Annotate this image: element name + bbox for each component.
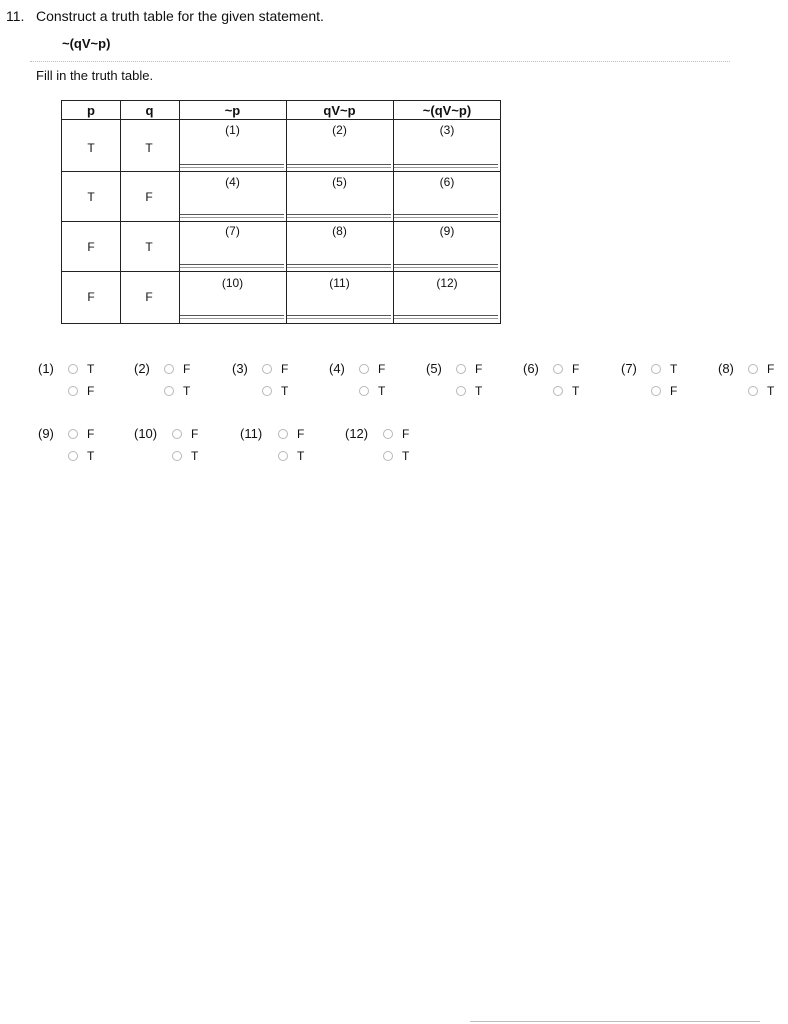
- question-number: 11.: [6, 8, 25, 24]
- header-p: p: [87, 103, 95, 118]
- answer-line: [394, 318, 498, 319]
- radio-button-icon[interactable]: [172, 451, 182, 461]
- choice-7-option-f[interactable]: F: [651, 384, 677, 398]
- radio-button-icon[interactable]: [68, 386, 78, 396]
- choice-label: (4): [329, 361, 345, 376]
- answer-line: [287, 164, 391, 165]
- choice-2-option-t[interactable]: T: [164, 384, 190, 398]
- row-divider: [62, 171, 500, 172]
- choice-6-option-t[interactable]: T: [553, 384, 579, 398]
- blank-label: (10): [221, 276, 244, 290]
- choice-7-option-t[interactable]: T: [651, 362, 677, 376]
- answer-line: [394, 164, 498, 165]
- radio-button-icon[interactable]: [68, 364, 78, 374]
- choice-label: (10): [134, 426, 158, 441]
- choice-4-option-f[interactable]: F: [359, 362, 385, 376]
- radio-button-icon[interactable]: [651, 386, 661, 396]
- instruction: Fill in the truth table.: [36, 68, 154, 83]
- choice-12-option-f[interactable]: F: [383, 427, 409, 441]
- cell-q: F: [145, 290, 153, 304]
- answer-line: [287, 315, 391, 316]
- answer-line: [394, 217, 498, 218]
- answer-line: [180, 264, 284, 265]
- blank-label: (2): [332, 123, 347, 137]
- answer-line: [394, 214, 498, 215]
- cell-p: F: [87, 290, 95, 304]
- header-not-p: ~p: [224, 103, 241, 118]
- radio-button-icon[interactable]: [553, 386, 563, 396]
- blank-label: (12): [436, 276, 458, 290]
- radio-button-icon[interactable]: [262, 386, 272, 396]
- choice-11-option-f[interactable]: F: [278, 427, 304, 441]
- answer-line: [180, 217, 284, 218]
- choice-label: (7): [621, 361, 637, 376]
- truth-table: [61, 100, 501, 324]
- choice-label: (5): [426, 361, 442, 376]
- answer-line: [394, 264, 498, 265]
- question-prompt: Construct a truth table for the given statement.: [36, 8, 324, 24]
- radio-button-icon[interactable]: [164, 364, 174, 374]
- radio-button-icon[interactable]: [278, 451, 288, 461]
- choice-1-option-f[interactable]: F: [68, 384, 94, 398]
- choice-5-option-t[interactable]: T: [456, 384, 482, 398]
- radio-button-icon[interactable]: [383, 429, 393, 439]
- choice-3-option-f[interactable]: F: [262, 362, 288, 376]
- radio-button-icon[interactable]: [456, 386, 466, 396]
- blank-label: (8): [332, 224, 347, 238]
- choice-5-option-f[interactable]: F: [456, 362, 482, 376]
- header-not-q-or-not-p: ~(qV~p): [422, 103, 472, 118]
- separator: [30, 61, 730, 62]
- choice-label: (1): [38, 361, 54, 376]
- choice-label: (9): [38, 426, 54, 441]
- blank-label: (9): [439, 224, 455, 238]
- choice-label: (8): [718, 361, 734, 376]
- answer-line: [287, 318, 391, 319]
- answer-line: [287, 264, 391, 265]
- answer-line: [287, 267, 391, 268]
- cell-q: F: [145, 190, 153, 204]
- answer-line: [394, 167, 498, 168]
- radio-button-icon[interactable]: [278, 429, 288, 439]
- choice-11-option-t[interactable]: T: [278, 449, 304, 463]
- radio-button-icon[interactable]: [172, 429, 182, 439]
- choice-12-option-t[interactable]: T: [383, 449, 409, 463]
- choice-6-option-f[interactable]: F: [553, 362, 579, 376]
- header-divider: [62, 119, 500, 120]
- radio-button-icon[interactable]: [359, 386, 369, 396]
- answer-line: [180, 214, 284, 215]
- answer-line: [287, 217, 391, 218]
- cell-p: T: [87, 190, 95, 204]
- choice-label: (6): [523, 361, 539, 376]
- radio-button-icon[interactable]: [383, 451, 393, 461]
- row-divider: [62, 271, 500, 272]
- blank-label: (4): [225, 175, 240, 189]
- blank-label: (7): [225, 224, 240, 238]
- choice-label: (12): [345, 426, 369, 441]
- answer-line: [180, 318, 284, 319]
- radio-button-icon[interactable]: [68, 429, 78, 439]
- answer-line: [394, 315, 498, 316]
- cell-q: T: [145, 141, 153, 155]
- choice-9-option-f[interactable]: F: [68, 427, 94, 441]
- radio-button-icon[interactable]: [68, 451, 78, 461]
- radio-button-icon[interactable]: [164, 386, 174, 396]
- choice-label: (2): [134, 361, 150, 376]
- radio-button-icon[interactable]: [651, 364, 661, 374]
- choice-label: (11): [240, 426, 263, 441]
- choice-1-option-t[interactable]: T: [68, 362, 94, 376]
- answer-line: [394, 267, 498, 268]
- header-q: q: [145, 103, 154, 118]
- answer-line: [287, 167, 391, 168]
- choice-9-option-t[interactable]: T: [68, 449, 94, 463]
- blank-label: (3): [439, 123, 455, 137]
- blank-label: (1): [225, 123, 240, 137]
- blank-label: (6): [439, 175, 455, 189]
- answer-line: [180, 267, 284, 268]
- choice-label: (3): [232, 361, 248, 376]
- cell-q: T: [145, 240, 153, 254]
- answer-line: [180, 315, 284, 316]
- answer-line: [180, 164, 284, 165]
- choice-10-option-t[interactable]: T: [172, 449, 198, 463]
- blank-label: (5): [332, 175, 347, 189]
- header-q-or-not-p: qV~p: [323, 103, 356, 118]
- choice-8-option-f[interactable]: F: [748, 362, 774, 376]
- choice-2-option-f[interactable]: F: [164, 362, 190, 376]
- choice-3-option-t[interactable]: T: [262, 384, 288, 398]
- radio-button-icon[interactable]: [456, 364, 466, 374]
- radio-button-icon[interactable]: [262, 364, 272, 374]
- blank-label: (11): [329, 276, 350, 290]
- statement: ~(qV~p): [62, 36, 111, 51]
- radio-button-icon[interactable]: [748, 386, 758, 396]
- radio-button-icon[interactable]: [553, 364, 563, 374]
- choice-8-option-t[interactable]: T: [748, 384, 774, 398]
- answer-line: [287, 214, 391, 215]
- footer-line: [470, 1021, 760, 1022]
- choice-4-option-t[interactable]: T: [359, 384, 385, 398]
- choice-10-option-f[interactable]: F: [172, 427, 198, 441]
- radio-button-icon[interactable]: [748, 364, 758, 374]
- cell-p: T: [87, 141, 95, 155]
- row-divider: [62, 221, 500, 222]
- radio-button-icon[interactable]: [359, 364, 369, 374]
- cell-p: F: [87, 240, 95, 254]
- answer-line: [180, 167, 284, 168]
